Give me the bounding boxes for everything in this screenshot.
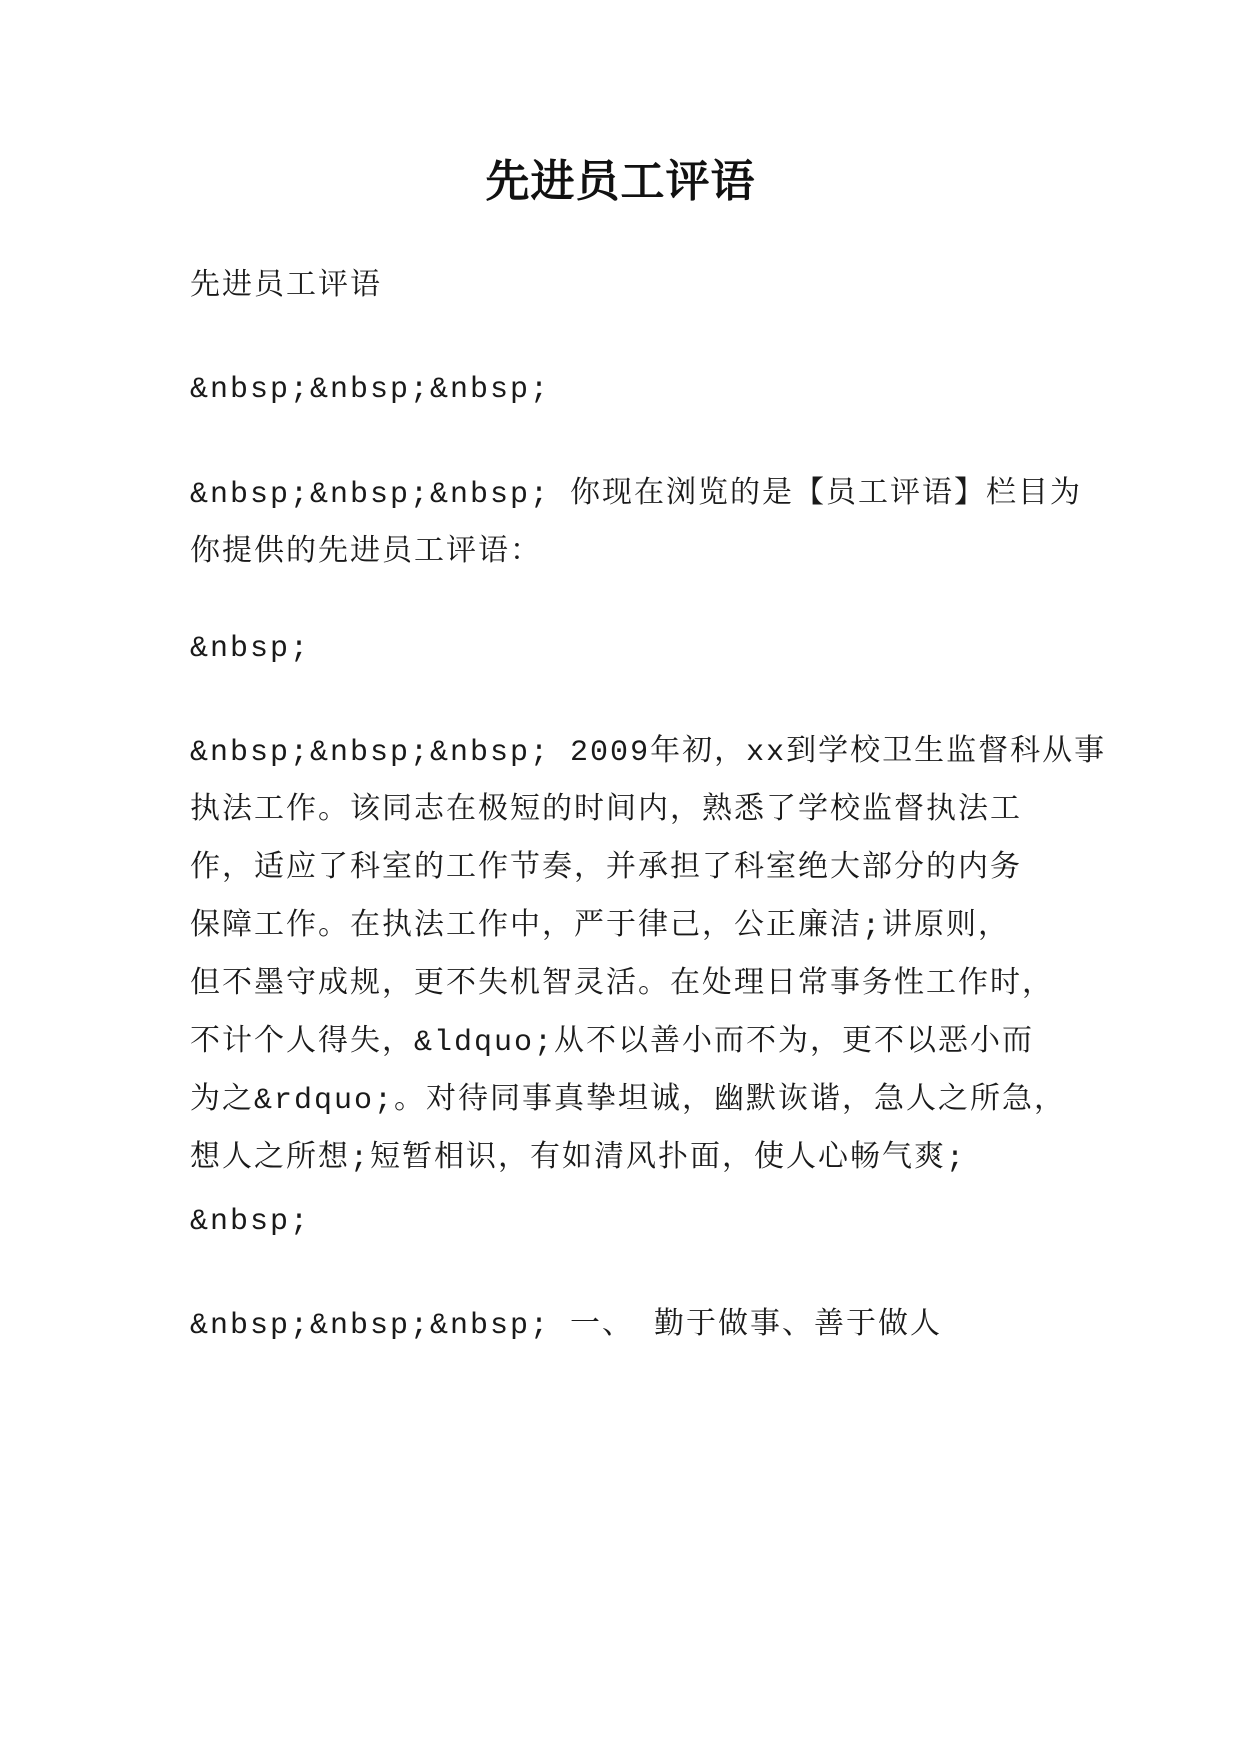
paragraph-line: &nbsp; bbox=[190, 632, 311, 666]
paragraph-line: 保障工作。在执法工作中，严于律己，公正廉洁;讲原则， bbox=[190, 910, 1011, 944]
paragraph-line: &nbsp;&nbsp;&nbsp; 2009年初，xx到学校卫生监督科从事 bbox=[190, 736, 1107, 770]
paragraph-subtitle bbox=[190, 258, 1070, 316]
paragraph-spacer-3 bbox=[190, 1193, 1070, 1251]
paragraph-body bbox=[190, 724, 1107, 1188]
paragraph-line: &nbsp;&nbsp;&nbsp; 你现在浏览的是【员工评语】栏目为 bbox=[190, 478, 1083, 512]
paragraph-line: &nbsp; bbox=[190, 1205, 311, 1239]
paragraph-intro bbox=[190, 466, 1083, 582]
paragraph-line: &nbsp;&nbsp;&nbsp; bbox=[190, 373, 551, 407]
paragraph-heading-1 bbox=[190, 1297, 1070, 1355]
paragraph-line: 想人之所想;短暂相识，有如清风扑面，使人心畅气爽; bbox=[190, 1142, 967, 1176]
paragraph-spacer-1 bbox=[190, 361, 1070, 419]
document-title: 先进员工评语 bbox=[485, 156, 756, 207]
paragraph-line: 作，适应了科室的工作节奏，并承担了科室绝大部分的内务 bbox=[190, 852, 1022, 886]
paragraph-line: 执法工作。该同志在极短的时间内，熟悉了学校监督执法工 bbox=[190, 794, 1022, 828]
paragraph-line: 不计个人得失，&ldquo;从不以善小而不为，更不以恶小而 bbox=[190, 1026, 1035, 1060]
paragraph-line: 但不墨守成规，更不失机智灵活。在处理日常事务性工作时， bbox=[190, 968, 1054, 1002]
paragraph-line: &nbsp;&nbsp;&nbsp; 一、 勤于做事、善于做人 bbox=[190, 1309, 943, 1343]
paragraph-line: 你提供的先进员工评语： bbox=[190, 536, 542, 570]
paragraph-line: 为之&rdquo;。对待同事真挚坦诚，幽默诙谐，急人之所急， bbox=[190, 1084, 1067, 1118]
paragraph-line: 先进员工评语 bbox=[190, 270, 382, 304]
paragraph-spacer-2 bbox=[190, 620, 1070, 678]
